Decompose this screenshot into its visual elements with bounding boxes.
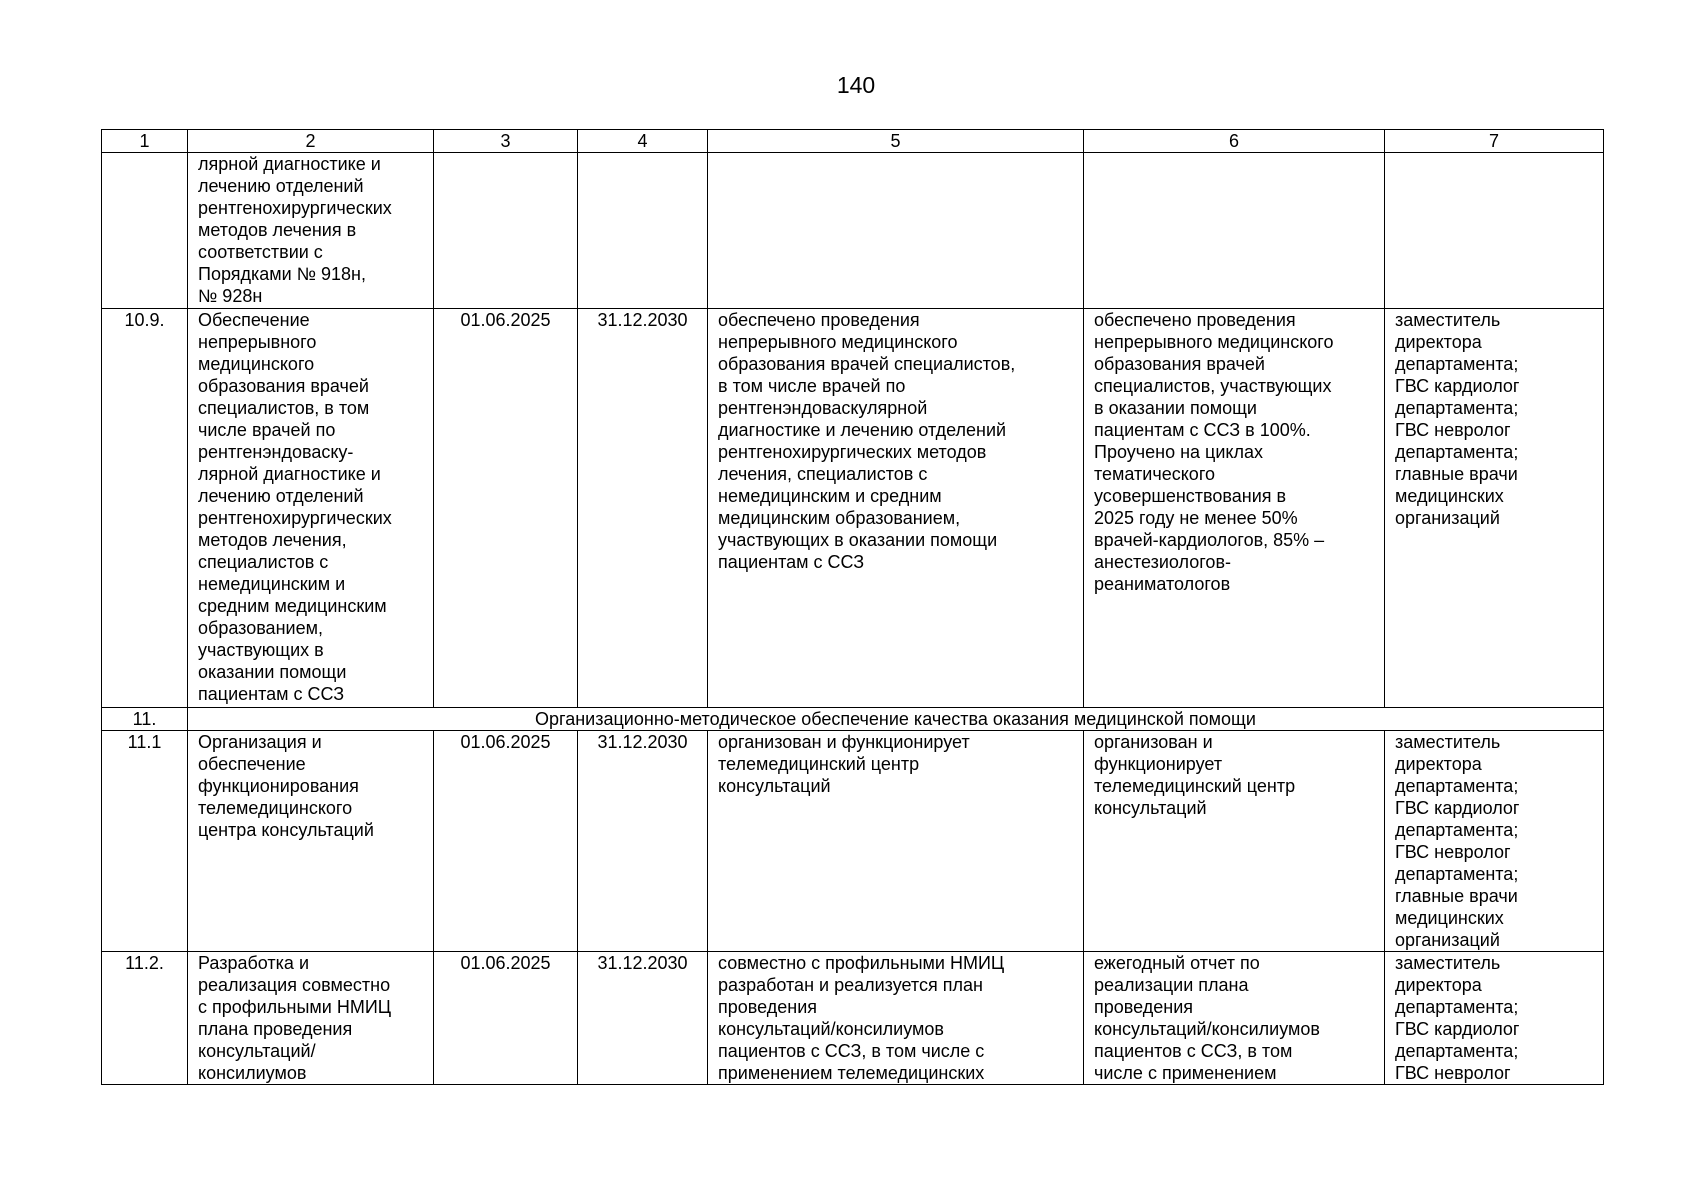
activity-cell (188, 731, 434, 952)
column-header: 1 (102, 130, 188, 153)
row-number: 11.1 (127, 732, 162, 752)
row-number-cell (102, 731, 188, 952)
start-date-cell (434, 731, 578, 952)
responsible-cell (1385, 952, 1604, 1085)
start-date: 01.06.2025 (460, 953, 551, 973)
row-number: 11.2. (125, 953, 164, 973)
indicator-cell (1084, 153, 1385, 309)
row-number: 10.9. (124, 310, 165, 330)
result-text: организован и функционирует телемедицинский центр консультаций (718, 732, 970, 796)
end-date: 31.12.2030 (597, 953, 688, 973)
activity-text: Обеспечение непрерывного медицинского образования врачей специалистов, в том числе врачей по рентгенэндоваску- лярной диагностике и лечению отделений рентгенохирургических методов лечения, специалистов с немедицинским и средним медицинским образованием, участвующих в оказании помощи пациентам с ССЗ (198, 310, 392, 704)
activity-text: Разработка и реализация совместно с профильными НМИЦ плана проведения консультаций/ консилиумов (198, 953, 392, 1083)
start-date: 01.06.2025 (460, 732, 551, 752)
end-date-cell (578, 952, 708, 1085)
column-header: 5 (708, 130, 1084, 153)
page-number: 140 (836, 72, 876, 98)
table-row (102, 731, 1604, 952)
result-cell (708, 731, 1084, 952)
section-row (102, 708, 1604, 731)
row-number-cell (102, 708, 188, 731)
activity-cell (188, 952, 434, 1085)
measures-table (101, 129, 1604, 1085)
row-number-cell (102, 952, 188, 1085)
column-header: 3 (434, 130, 578, 153)
result-text: обеспечено проведения непрерывного медицинского образования врачей специалистов, в том числе врачей по рентгенэндоваскулярной диагностике и лечению отделений рентгенохирургических методов лечения, специалистов с немедицинским и средним медицинским образованием, участвующих в оказании помощи пациентам с ССЗ (718, 310, 1016, 572)
indicator-text: организован и функционирует телемедицинский центр консультаций (1094, 732, 1296, 818)
activity-cell (188, 309, 434, 708)
responsible-cell (1385, 309, 1604, 708)
end-date-cell (578, 731, 708, 952)
responsible-text: заместитель директора департамента; ГВС кардиолог департамента; ГВС невролог департамента; главные врачи медицинских организаций (1395, 310, 1520, 528)
table-row (102, 952, 1604, 1085)
table-row (102, 153, 1604, 309)
column-header: 7 (1385, 130, 1604, 153)
activity-cell (188, 153, 434, 309)
column-header: 4 (578, 130, 708, 153)
header-row (102, 130, 1604, 153)
row-number: 11. (132, 709, 157, 729)
activity-text: Организация и обеспечение функционирования телемедицинского центра консультаций (198, 732, 374, 840)
result-cell (708, 153, 1084, 309)
start-date-cell (434, 952, 578, 1085)
responsible-text: заместитель директора департамента; ГВС кардиолог департамента; ГВС невролог (1395, 953, 1520, 1083)
indicator-text: обеспечено проведения непрерывного медицинского образования врачей специалистов, участвующих в оказании помощи пациентам с ССЗ в 100%. Проучено на циклах тематического усовершенствования в 2025 году не менее 50% врачей-кардиологов, 85% – анестезиологов- реаниматологов (1094, 310, 1334, 594)
start-date-cell (434, 153, 578, 309)
end-date-cell (578, 153, 708, 309)
start-date: 01.06.2025 (460, 310, 551, 330)
row-number-cell (102, 309, 188, 708)
section-title-cell (188, 708, 1604, 731)
indicator-cell (1084, 952, 1385, 1085)
result-cell (708, 952, 1084, 1085)
start-date-cell (434, 309, 578, 708)
result-cell (708, 309, 1084, 708)
section-title: Организационно-методическое обеспечение качества оказания медицинской помощи (535, 709, 1256, 729)
responsible-cell (1385, 731, 1604, 952)
end-date: 31.12.2030 (597, 310, 688, 330)
column-header: 2 (188, 130, 434, 153)
result-text: совместно с профильными НМИЦ разработан и реализуется план проведения консультаций/консилиумов пациентов с ССЗ, в том числе с применением телемедицинских (718, 953, 1005, 1083)
column-header: 6 (1084, 130, 1385, 153)
activity-text: лярной диагностике и лечению отделений рентгенохирургических методов лечения в соответствии с Порядками № 918н, № 928н (198, 154, 392, 306)
end-date-cell (578, 309, 708, 708)
table-row (102, 309, 1604, 708)
indicator-cell (1084, 309, 1385, 708)
indicator-text: ежегодный отчет по реализации плана проведения консультаций/консилиумов пациентов с ССЗ, в том числе с применением (1094, 953, 1320, 1083)
end-date: 31.12.2030 (597, 732, 688, 752)
indicator-cell (1084, 731, 1385, 952)
responsible-text: заместитель директора департамента; ГВС кардиолог департамента; ГВС невролог департамента; главные врачи медицинских организаций (1395, 732, 1520, 950)
row-number-cell (102, 153, 188, 309)
responsible-cell (1385, 153, 1604, 309)
